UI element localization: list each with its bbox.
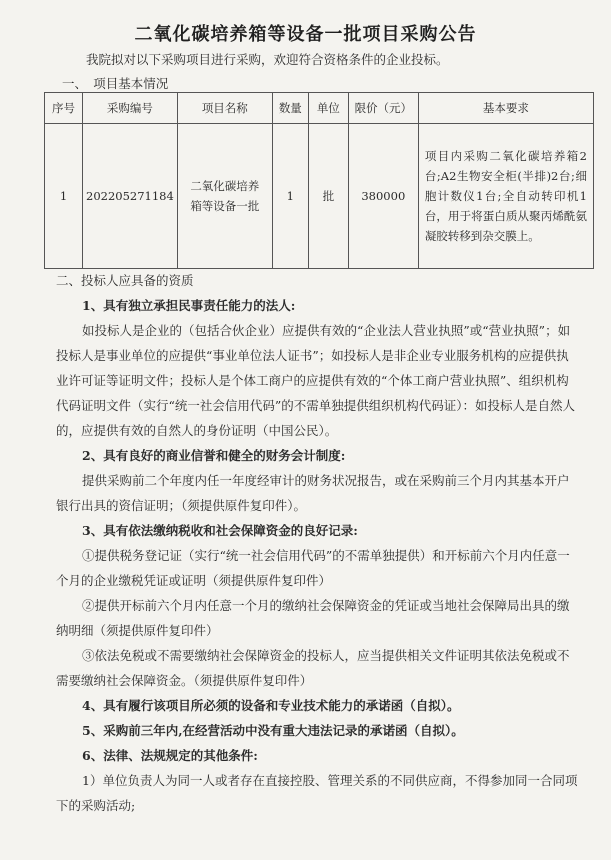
header-code: 采购编号 (83, 93, 178, 124)
page-title: 二氧化碳培养箱等设备一批项目采购公告 (134, 24, 477, 45)
cell-unit: 批 (308, 124, 348, 269)
cell-qty: 1 (272, 124, 308, 269)
item3-c: ③依法免税或不需要缴纳社会保障资金的投标人，应当提供相关文件证明其依法免税或不需要缴纳社会保障资金。（须提供原件复印件） (56, 648, 570, 688)
item1-body: 如投标人是企业的（包括合伙企业）应提供有效的“企业法人营业执照”或“营业执照”；如投标人是事业单位的应提供“事业单位法人证书”；如投标人是非企业专业服务机构的应提供执业许可证等证明文件；投标人是个体工商户的应提供有效的“个体工商户营业执照”、组织机构代码证明文件（实行“统一社会信用代码”的不需单独提供组织机构代码证）：如投标人是自然人的，应提供有效的自然人的身份证明（中国公民）。 (56, 323, 576, 438)
header-requirement: 基本要求 (418, 93, 593, 124)
section1-heading: 一、 项目基本情况 (62, 76, 169, 91)
item3-a: ①提供税务登记证（实行“统一社会信用代码”的不需单独提供）和开标前六个月内任意一个月的企业缴税凭证或证明（须提供原件复印件） (56, 548, 570, 588)
header-price: 限价（元） (348, 93, 418, 124)
item6-title: 6、法律、法规规定的其他条件: (82, 748, 258, 763)
header-unit: 单位 (308, 93, 348, 124)
intro-text: 我院拟对以下采购项目进行采购，欢迎符合资格条件的企业投标。 (86, 52, 449, 67)
table-header-row (45, 93, 594, 124)
cell-index: 1 (45, 124, 83, 269)
item1-title: 1、具有独立承担民事责任能力的法人: (82, 298, 296, 313)
section2-heading: 二、投标人应具备的资质 (56, 273, 194, 288)
header-qty: 数量 (272, 93, 308, 124)
item2-body: 提供采购前二个年度内任一年度经审计的财务状况报告，或在采购前三个月内其基本开户银行出具的资信证明；（须提供原件复印件）。 (56, 473, 570, 513)
item3-b: ②提供开标前六个月内任意一个月的缴纳社会保障资金的凭证或当地社会保障局出具的缴纳明细（须提供原件复印件） (56, 598, 570, 638)
header-name: 项目名称 (177, 93, 272, 124)
cell-requirement: 项目内采购二氧化碳培养箱2台;A2生物安全柜(半排)2台;细胞计数仪1台;全自动转印机1台，用于将蛋白质从聚丙烯酰氨凝胶转移到杂交膜上。 (418, 124, 593, 269)
project-table (44, 92, 594, 269)
header-index: 序号 (45, 93, 83, 124)
cell-code: 202205271184 (83, 124, 178, 269)
qualifications-section (56, 268, 581, 818)
cell-price: 380000 (348, 124, 418, 269)
item2-title: 2、具有良好的商业信誉和健全的财务会计制度: (82, 448, 346, 463)
cell-name: 二氧化碳培养箱等设备一批 (177, 124, 272, 269)
item5: 5、采购前三年内,在经营活动中没有重大违法记录的承诺函（自拟）。 (82, 723, 464, 738)
item6-a: 1）单位负责人为同一人或者存在直接控股、管理关系的不同供应商，不得参加同一合同项下的采购活动; (56, 773, 578, 813)
item3-title: 3、具有依法缴纳税收和社会保障资金的良好记录: (82, 523, 358, 538)
item4: 4、具有履行该项目所必须的设备和专业技术能力的承诺函（自拟）。 (82, 698, 460, 713)
table-row (45, 124, 594, 269)
